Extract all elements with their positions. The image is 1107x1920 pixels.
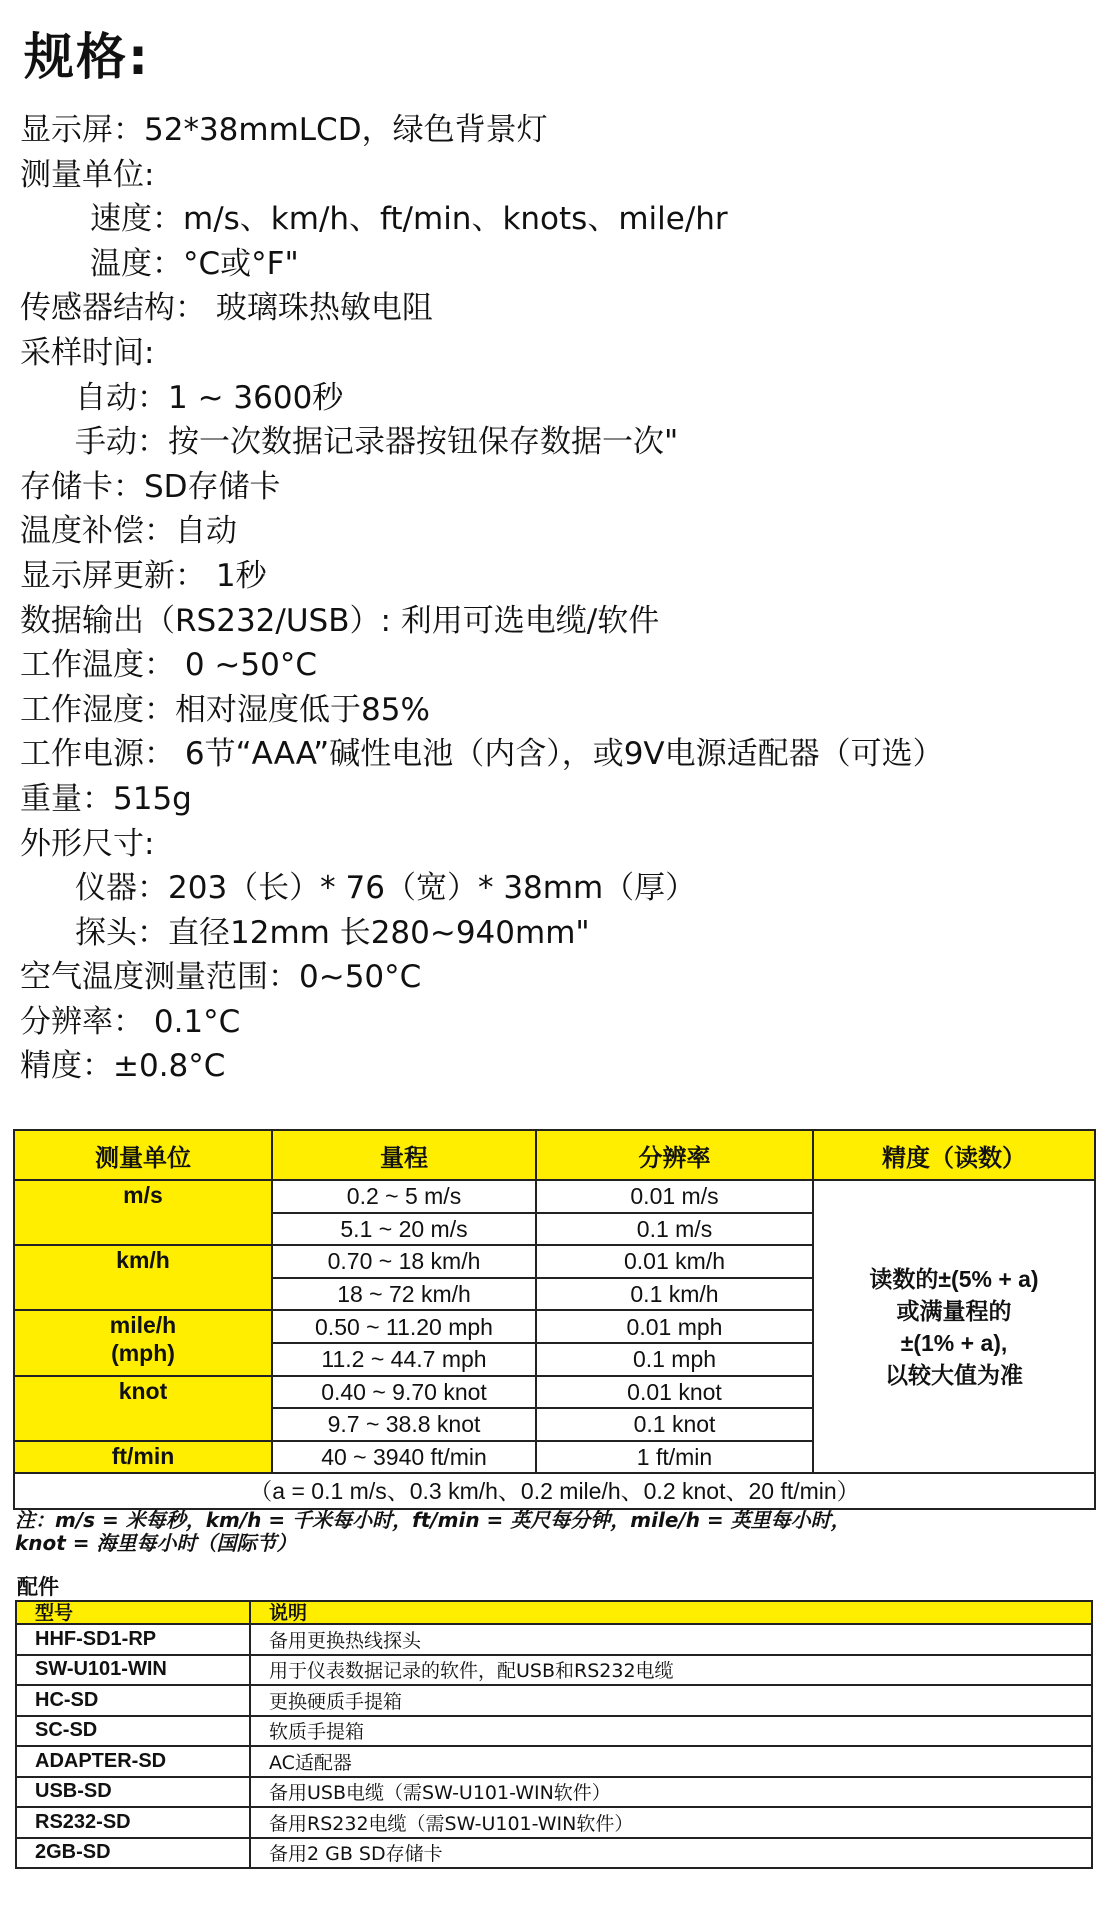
accessory-description: 用于仪表数据记录的软件，配USB和RS232电缆: [250, 1655, 1092, 1686]
note-line-1: 注：m/s = 米每秒，km/h = 千米每小时，ft/min = 英尺每分钟，mile/h = 英里每小时，: [15, 1508, 851, 1532]
range-cell: 40 ~ 3940 ft/min: [272, 1441, 536, 1474]
range-cell: 9.7 ~ 38.8 knot: [272, 1408, 536, 1441]
accessory-model: SC-SD: [16, 1716, 250, 1747]
accessory-description: 备用更换热线探头: [250, 1624, 1092, 1655]
accessory-row: [16, 1685, 1092, 1716]
spec-list: [20, 108, 1090, 1089]
accessory-model: HC-SD: [16, 1685, 250, 1716]
spec-line: 显示屏更新： 1秒: [20, 557, 267, 594]
range-row: [14, 1180, 1095, 1213]
range-cell: 0.70 ~ 18 km/h: [272, 1245, 536, 1278]
resolution-cell: 0.1 knot: [536, 1408, 813, 1441]
range-cell: 11.2 ~ 44.7 mph: [272, 1343, 536, 1376]
accuracy-line: 以较大值为准: [885, 1361, 1023, 1388]
accessory-description: 备用RS232电缆（需SW-U101-WIN软件）: [250, 1807, 1092, 1838]
range-cell: 18 ~ 72 km/h: [272, 1278, 536, 1311]
accessory-description: 更换硬质手提箱: [250, 1685, 1092, 1716]
accuracy-line: ±(1% + a),: [900, 1329, 1008, 1356]
spec-line: 空气温度测量范围：0~50°C: [20, 959, 422, 996]
spec-line: 工作湿度：相对湿度低于85%: [20, 691, 430, 728]
accuracy-cell: [813, 1180, 1095, 1473]
unit-label: (mph): [111, 1340, 175, 1367]
range-footer-row: [14, 1473, 1095, 1509]
unit-label: knot: [118, 1377, 168, 1404]
accessory-row: [16, 1838, 1092, 1869]
unit-label: ft/min: [111, 1442, 175, 1469]
resolution-cell: 0.01 knot: [536, 1376, 813, 1409]
range-footer: （a = 0.1 m/s、0.3 km/h、0.2 mile/h、0.2 knot、20 ft/min）: [14, 1473, 1095, 1509]
unit-label: km/h: [116, 1247, 170, 1274]
accessory-row: [16, 1746, 1092, 1777]
accessory-row: [16, 1807, 1092, 1838]
range-cell: 0.50 ~ 11.20 mph: [272, 1310, 536, 1343]
unit-cell: [14, 1310, 272, 1375]
accessory-description: 备用USB电缆（需SW-U101-WIN软件）: [250, 1777, 1092, 1808]
header-resolution: 分辨率: [536, 1130, 813, 1180]
accuracy-line: 或满量程的: [896, 1297, 1012, 1324]
accessory-model: 2GB-SD: [16, 1838, 250, 1869]
resolution-cell: 0.1 km/h: [536, 1278, 813, 1311]
spec-line: 自动：1 ~ 3600秒: [75, 379, 344, 416]
spec-line: 手动：按一次数据记录器按钮保存数据一次": [75, 424, 679, 461]
range-cell: 0.2 ~ 5 m/s: [272, 1180, 536, 1213]
spec-line: 采样时间:: [20, 334, 155, 371]
accessories-header: [16, 1601, 1092, 1624]
unit-cell: [14, 1245, 272, 1310]
accuracy-line: 读数的±(5% + a): [869, 1265, 1039, 1292]
accessory-model: HHF-SD1-RP: [16, 1624, 250, 1655]
range-table-container: [13, 1129, 1094, 1510]
accessory-row: [16, 1624, 1092, 1655]
spec-line: 重量：515g: [20, 780, 192, 817]
accessory-model: RS232-SD: [16, 1807, 250, 1838]
accessory-row: [16, 1716, 1092, 1747]
spec-line: 探头：直径12mm 长280~940mm": [75, 914, 590, 951]
accessory-description: 备用2 GB SD存储卡: [250, 1838, 1092, 1869]
accessory-row: [16, 1777, 1092, 1808]
unit-cell: [14, 1376, 272, 1441]
accessories-table: [15, 1600, 1093, 1869]
spec-line: 显示屏：52*38mmLCD，绿色背景灯: [20, 112, 548, 148]
accessory-row: [16, 1655, 1092, 1686]
accessory-description: AC适配器: [250, 1746, 1092, 1777]
spec-line: 温度补偿：自动: [20, 513, 237, 550]
note-line-2: knot = 海里每小时（国际节）: [15, 1531, 297, 1555]
accessory-model: ADAPTER-SD: [16, 1746, 250, 1777]
accessory-model: SW-U101-WIN: [16, 1655, 250, 1686]
resolution-cell: 0.1 mph: [536, 1343, 813, 1376]
spec-line: 测量单位:: [20, 156, 155, 193]
range-table-header: [14, 1130, 1095, 1180]
spec-line: 数据输出（RS232/USB）: 利用可选电缆/软件: [20, 602, 660, 639]
header-description: 说明: [250, 1601, 1092, 1624]
accessory-model: USB-SD: [16, 1777, 250, 1808]
spec-line: 分辨率： 0.1°C: [20, 1003, 241, 1040]
accessory-description: 软质手提箱: [250, 1716, 1092, 1747]
resolution-cell: 0.01 mph: [536, 1310, 813, 1343]
spec-line: 外形尺寸:: [20, 825, 155, 862]
unit-cell: [14, 1180, 272, 1245]
header-unit: 测量单位: [14, 1130, 272, 1180]
spec-line: 精度：±0.8°C: [20, 1048, 226, 1085]
unit-label: mile/h: [109, 1312, 177, 1339]
spec-line: 工作温度： 0 ~50°C: [20, 647, 317, 684]
header-accuracy: 精度（读数）: [813, 1130, 1095, 1180]
resolution-cell: 0.01 m/s: [536, 1180, 813, 1213]
resolution-cell: 0.01 km/h: [536, 1245, 813, 1278]
range-table-body: [14, 1180, 1095, 1509]
header-range: 量程: [272, 1130, 536, 1180]
spec-line: 工作电源： 6节“AAA”碱性电池（内含），或9V电源适配器（可选）: [20, 736, 944, 773]
spec-line: 速度：m/s、km/h、ft/min、knots、mile/hr: [90, 201, 728, 238]
range-cell: 0.40 ~ 9.70 knot: [272, 1376, 536, 1409]
resolution-cell: 0.1 m/s: [536, 1213, 813, 1246]
accessories-table-container: [15, 1600, 1093, 1869]
spec-line: 温度：°C或°F": [90, 245, 299, 282]
range-table: [13, 1129, 1096, 1510]
header-model: 型号: [16, 1601, 250, 1624]
accessories-title: 配件: [17, 1575, 59, 1599]
spec-line: 仪器：203（长）* 76（宽）* 38mm（厚）: [75, 870, 697, 907]
spec-line: 存储卡：SD存储卡: [20, 468, 281, 505]
accessories-table-body: [16, 1624, 1092, 1868]
range-cell: 5.1 ~ 20 m/s: [272, 1213, 536, 1246]
unit-cell: [14, 1441, 272, 1474]
unit-label: m/s: [123, 1182, 163, 1208]
spec-line: 传感器结构： 玻璃珠热敏电阻: [20, 290, 433, 327]
page-title: 规格:: [24, 28, 150, 86]
units-note: [15, 1509, 1095, 1555]
resolution-cell: 1 ft/min: [536, 1441, 813, 1474]
